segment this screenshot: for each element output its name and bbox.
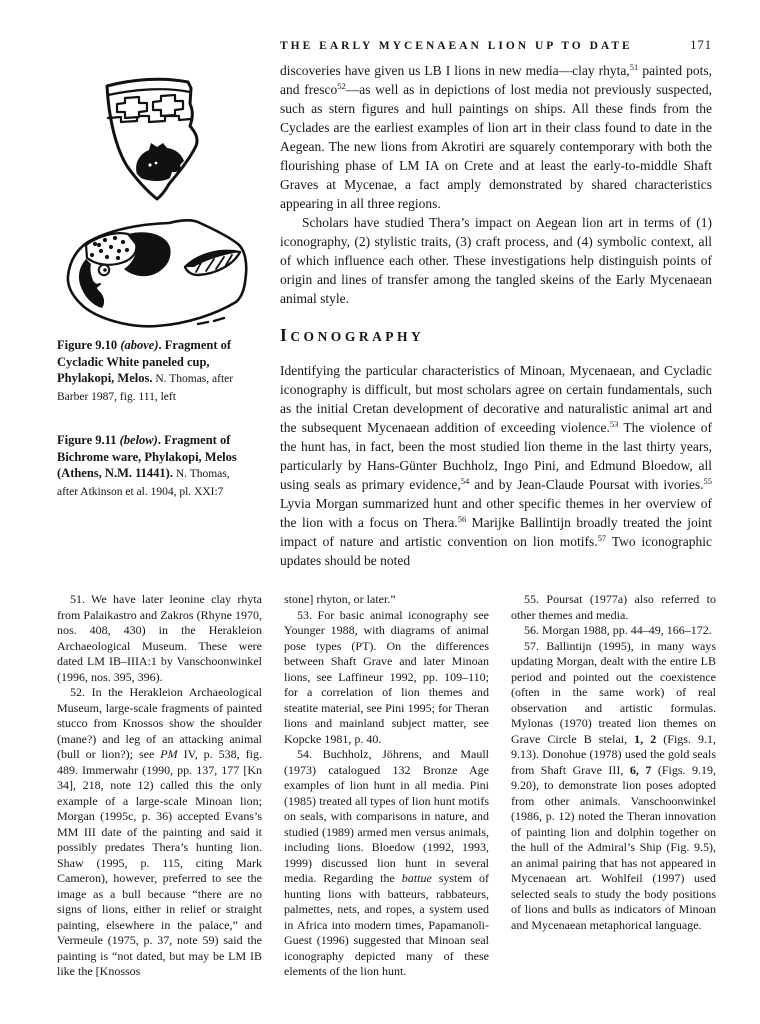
- lion-teeth: [88, 283, 97, 286]
- base-tick-marks: [198, 318, 224, 324]
- footnote-54: 54. Buchholz, Jöhrens, and Maull (1973) catalogued 132 Bronze Age examples of lion hunt in all media. Pini (1985) treated all types of lion hunt motifs on seals, with comparisons in nature, and studied (1989) armed men versus animals, including lions. Bloedow (1992, 1993, 1999) discussed lion hunt in several media. Regarding the battue system of hunting lions with batteurs, rabbateurs, palmettes, nets, and ropes, a system used in Africa into modern times, Papamanoli-Guest (1996) suggested that Minoan seal iconography depicted many of these elements of the lion hunt.: [284, 747, 489, 978]
- figure-9-11-caption: Figure 9.11 (below). Fragment of Bichrome ware, Phylakopi, Melos (Athens, N.M. 11441). N. Thomas, after Atkinson et al. 1904, pl. XXI:7: [57, 433, 237, 498]
- section-heading-iconography: ICONOGRAPHY: [280, 325, 425, 345]
- running-head-title: THE EARLY MYCENAEAN LION UP TO DATE: [280, 40, 633, 52]
- lion-head-highlight: [148, 163, 151, 166]
- page-header: [280, 38, 712, 53]
- footnote-57: 57. Ballintijn (1995), in many ways updating Morgan, dealt with the entire LB period and pointed out the coexistence (often in the same work) of real observation and artistic formulas. Mylonas (1970) treated lion themes on Grave Circle B stelai, 1, 2 (Figs. 9.1, 9.13). Donohue (1978) used the gold seals from Shaft Grave III, 6, 7 (Figs. 9.19, 9.20), to demonstrate lion poses adopted from other animals. Vanschoonwinkel (1986, p. 12) noted the Theran innovation of painting lion and dolphin together on the hull of the Admiral’s Ship (Fig. 9.5), an animal pairing that has not appeared in Mycenaean art. Wohlfeil (1997) used selected seals to study the body positions of lions and bulls as indicators of Minoan and Mycenaean metaphorical language.: [511, 638, 717, 932]
- paragraph-continuation: discoveries have given us LB I lions in new media—clay rhyta,$^{51}$ painted pots, and fresco$^{52}$—as well as in depictions of lost media not previously suspected, such as stern figures and hull paintings on ships. All these finds from the Cyclades are the earliest examples of lion art in their class found to date in the Aegean. The new lions from Akrotiri are squarely contemporary with both the flourishing phase of LM IA on Crete and at least the early-to-middle Shaft Graves at Mycenae, a fact amply demonstrated by shared characteristics appearing in all three regions.: [280, 62, 712, 211]
- footnote-column-1: [57, 592, 262, 980]
- footnote-51: 51. We have later leonine clay rhyta from Palaikastro and Zakros (Rhyne 1970, nos. 408, 430) in the Herakleion Archaeological Museum. These were dated LM IB–IIIA:1 by Vanschoonwinkel (1996, nos. 395, 396).: [57, 592, 262, 684]
- main-text-column: [280, 61, 712, 570]
- lion-eye-pupil: [103, 268, 107, 272]
- footnote-53: 53. For basic animal iconography see Younger 1988, with diagrams of animal pose types (PT). On the differences between Shaft Grave and later Minoan lions, see Laffineur 1992, pp. 109–110; for a correlation of lion themes and steatite material, see Pini 1995; for Theran lions and mainland subject matter, see Kopcke 1981, p. 40.: [284, 607, 489, 746]
- paragraph-iconography: Identifying the particular characteristics of Minoan, Mycenaean, and Cycladic iconography is difficult, but most scholars agree on certain fundamentals, such as the initial Cretan development of decorative and naturalistic animal art and the subsequent Mycenaean addition of exceeding violence.$^{53}$ The violence of the hunt has, in fact, been the most studied lion theme in the last thirty years, particularly by Hans-Günter Buchholz, Ingo Pini, and Edmund Bloedow, all using seals as primary evidence,$^{54}$ and by Jean-Claude Poursat with ivories.$^{55}$ Lyvia Morgan summarized hunt and other specific themes in her overview of the lion with a focus on Thera.$^{56}$ Marijke Ballintijn broadly treated the joint impact of nature and artistic convention on lion motifs.$^{57}$ Two iconographic updates should be noted: [280, 363, 712, 568]
- figure-9-11-drawing: [57, 214, 253, 332]
- figure-9-10-caption: Figure 9.10 (above). Fragment of Cycladic White paneled cup, Phylakopi, Melos. N. Thomas, after Barber 1987, fig. 111, left: [57, 338, 234, 403]
- figure-9-10-drawing: [91, 74, 213, 208]
- footnotes-section: [57, 592, 717, 980]
- footnote-55: 55. Poursat (1977a) also referred to other themes and media.: [511, 592, 716, 622]
- paragraph-scholars: Scholars have studied Thera’s impact on Aegean lion art in terms of (1) iconography, (2) stylistic traits, (3) craft process, and (4) symbolic context, all of which influence each other. These investigations help distinguish points of origin and lines of transfer among the tangled skeins of the Early Mycenaean animal style.: [280, 215, 712, 306]
- footnote-column-3: [511, 592, 716, 980]
- footnote-56: 56. Morgan 1988, pp. 44–49, 166–172.: [524, 623, 712, 637]
- lion-head-highlight: [155, 162, 158, 165]
- footnote-52-continuation: stone] rhyton, or later.”: [284, 592, 396, 606]
- footnote-52: 52. In the Herakleion Archaeological Museum, large-scale fragments of painted stucco from Knossos show the shoulder (mane?) and leg of an attacking animal (bull or lion?); see PM IV, p. 538, fig. 489. Immerwahr (1990, pp. 137, 177 [Kn 34], 218, note 12) called this the only example of a large-scale Minoan lion; Morgan (1995c, p. 36) accepted Evans’s MM III date of the painting and said it possibly predates Thera’s hunting lion. Shaw (1995, p. 115, citing Mark Cameron), however, preferred to see the image as a bull because “there are no signs of lions, either in relief or straight painting, elsewhere in the palace,” and Vermeule (1975, p. 37, note 59) said the painting is “not dated, but may be LM IB like the [Knossos: [57, 685, 262, 978]
- page-number: 171: [690, 38, 712, 52]
- footnote-column-2: [284, 592, 489, 980]
- sherd-outline: [107, 79, 197, 199]
